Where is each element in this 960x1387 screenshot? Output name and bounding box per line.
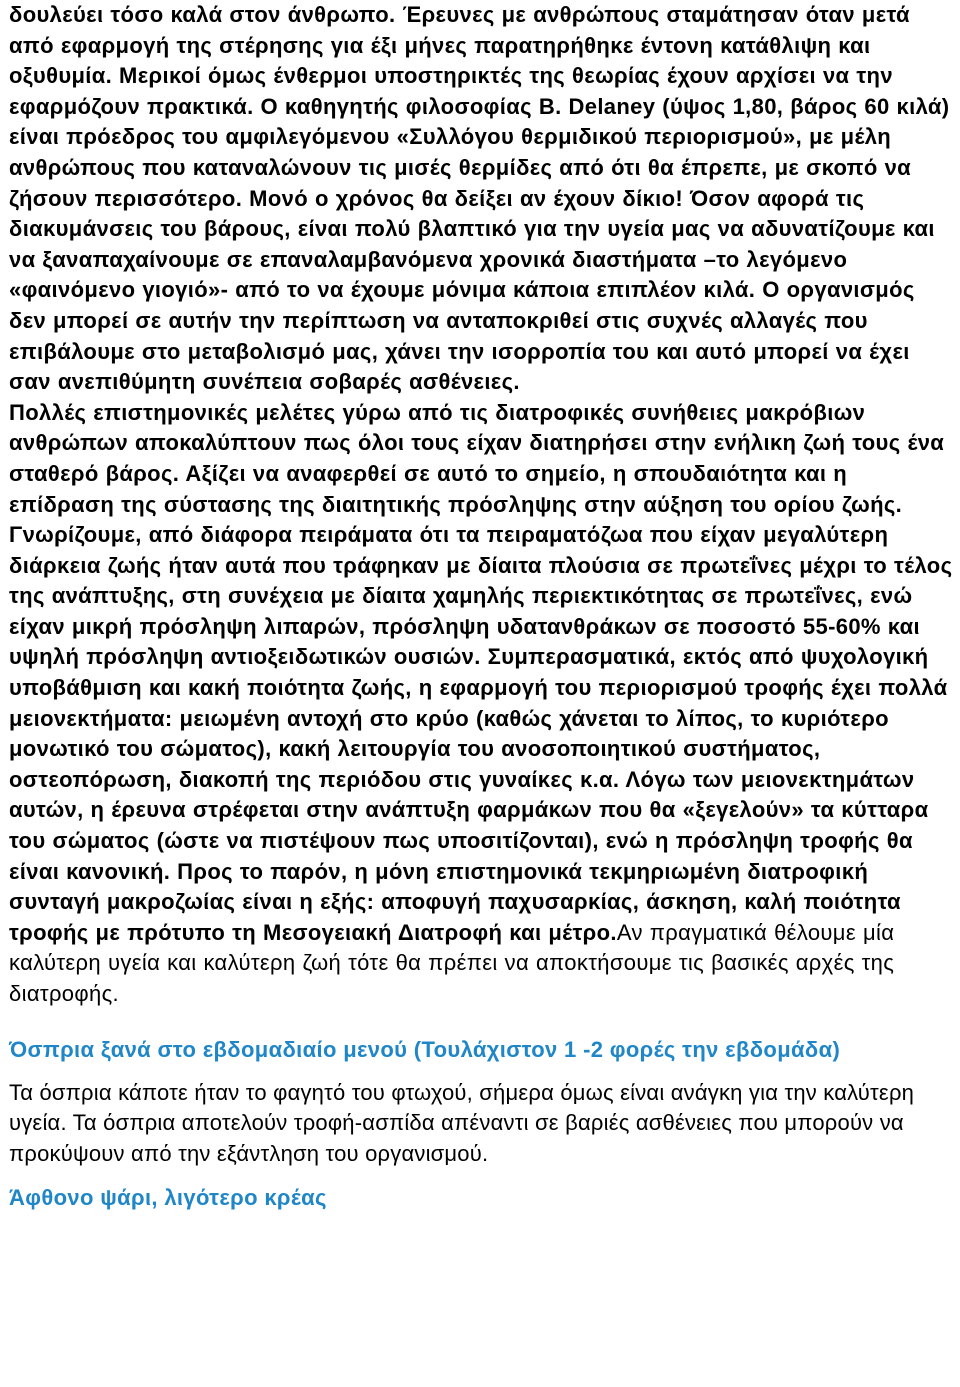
body-paragraph-1 — [9, 0, 957, 398]
section-heading-fish: Άφθονο ψάρι, λιγότερο κρέας — [9, 1185, 327, 1211]
paragraph-2-bold-text: Πολλές επιστημονικές μελέτες γύρω από τις διατροφικές συνήθειες μακρόβιων ανθρώπων αποκαλύπτουν πως όλοι τους είχαν διατηρήσει στην ενήλικη ζωή τους ένα σταθερό βάρος. Αξίζει να αναφερθεί σε αυτό το σημείο, η σπουδαιότητα και η επίδραση της σύστασης της διαιτητικής πρόσληψης στην αύξηση του ορίου ζωής. Γνωρίζουμε, από διάφορα πειράματα ότι τα πειραματόζωα που είχαν μεγαλύτερη διάρκεια ζωής ήταν αυτά που τράφηκαν με δίαιτα πλούσια σε πρωτεΐνες μέχρι το τέλος της ανάπτυξης, στη συνέχεια με δίαιτα χαμηλής περιεκτικότητας σε πρωτεΐνες, ενώ είχαν μικρή πρόσληψη λιπαρών, πρόσληψη υδατανθράκων σε ποσοστό 55-60% και υψηλή πρόσληψη αντιοξειδωτικών ουσιών. Συμπερασματικά, εκτός από ψυχολογική υποβάθμιση και κακή ποιότητα ζωής, η εφαρμογή του περιορισμού τροφής έχει πολλά μειονεκτήματα: μειωμένη αντοχή στο κρύο (καθώς χάνεται το λίπος, το κυριότερο μονωτικό του σώματος), κακή λειτουργία του ανοσοποιητικού συστήματος, οστεοπόρωση, διακοπή της περιόδου στις γυναίκες κ.α. Λόγω των μειονεκτημάτων αυτών, η έρευνα στρέφεται στην ανάπτυξη φαρμάκων που θα «ξεγελούν» τα κύτταρα του σώματος (ώστε να πιστέψουν πως υποσιτίζονται), ενώ η πρόσληψη τροφής θα είναι κανονική. Προς το παρόν, η μόνη επιστημονικά τεκμηριωμένη διατροφική συνταγή μακροζωίας είναι η εξής: αποφυγή παχυσαρκίας, άσκηση, καλή ποιότητα τροφής με πρότυπο τη Μεσογειακή Διατροφή και μέτρο. — [9, 399, 953, 945]
body-paragraph-legumes: Τα όσπρια κάποτε ήταν το φαγητό του φτωχού, σήμερα όμως είναι ανάγκη για την καλύτερη υγεία. Τα όσπρια αποτελούν τροφή-ασπίδα απέναντι σε βαριές ασθένειες που μπορούν να προκύψουν από την εξάντληση του οργανισμού. — [9, 1079, 915, 1166]
body-paragraph-2 — [9, 398, 957, 1010]
paragraph-1-text: δουλεύει τόσο καλά στον άνθρωπο. Έρευνες με ανθρώπους σταμάτησαν όταν μετά από εφαρμογή της στέρησης για έξι μήνες παρατηρήθηκε έντονη κατάθλιψη και οξυθυμία. Μερικοί όμως ένθερμοι υποστηρικτές της θεωρίας έχουν αρχίσει να την εφαρμόζουν πρακτικά. Ο καθηγητής φιλοσοφίας B. Delaney (ύψος 1,80, βάρος 60 κιλά) είναι πρόεδρος του αμφιλεγόμενου «Συλλόγου θερμιδικού περιορισμού», με μέλη ανθρώπους που καταναλώνουν τις μισές θερμίδες από ότι θα έπρεπε, με σκοπό να ζήσουν περισσότερο. Μονό ο χρόνος θα δείξει αν έχουν δίκιο! Όσον αφορά τις διακυμάνσεις του βάρους, είναι πολύ βλαπτικό για την υγεία μας να αδυνατίζουμε και να ξαναπαχαίνουμε σε επαναλαμβανόμενα χρονικά διαστήματα –το λεγόμενο «φαινόμενο γιογιό»- από το να έχουμε μόνιμα κάποια επιπλέον κιλά. Ο οργανισμός δεν μπορεί σε αυτήν την περίπτωση να ανταποκριθεί στις συχνές αλλαγές που επιβάλουμε στο μεταβολισμό μας, χάνει την ισορροπία του και αυτό μπορεί να έχει σαν ανεπιθύμητη συνέπεια σοβαρές ασθένειες. — [9, 2, 950, 395]
document-page — [9, 0, 957, 1213]
section-heading-legumes: Όσπρια ξανά στο εβδομαδιαίο μενού (Τουλάχιστον 1 -2 φορές την εβδομάδα) — [9, 1036, 841, 1062]
paragraph-2-normal-text: Αν πραγματικά θέλουμε μία καλύτερη υγεία και καλύτερη ζωή τότε θα πρέπει να αποκτήσουμε τις βασικές αρχές της διατροφής. — [9, 919, 895, 1006]
